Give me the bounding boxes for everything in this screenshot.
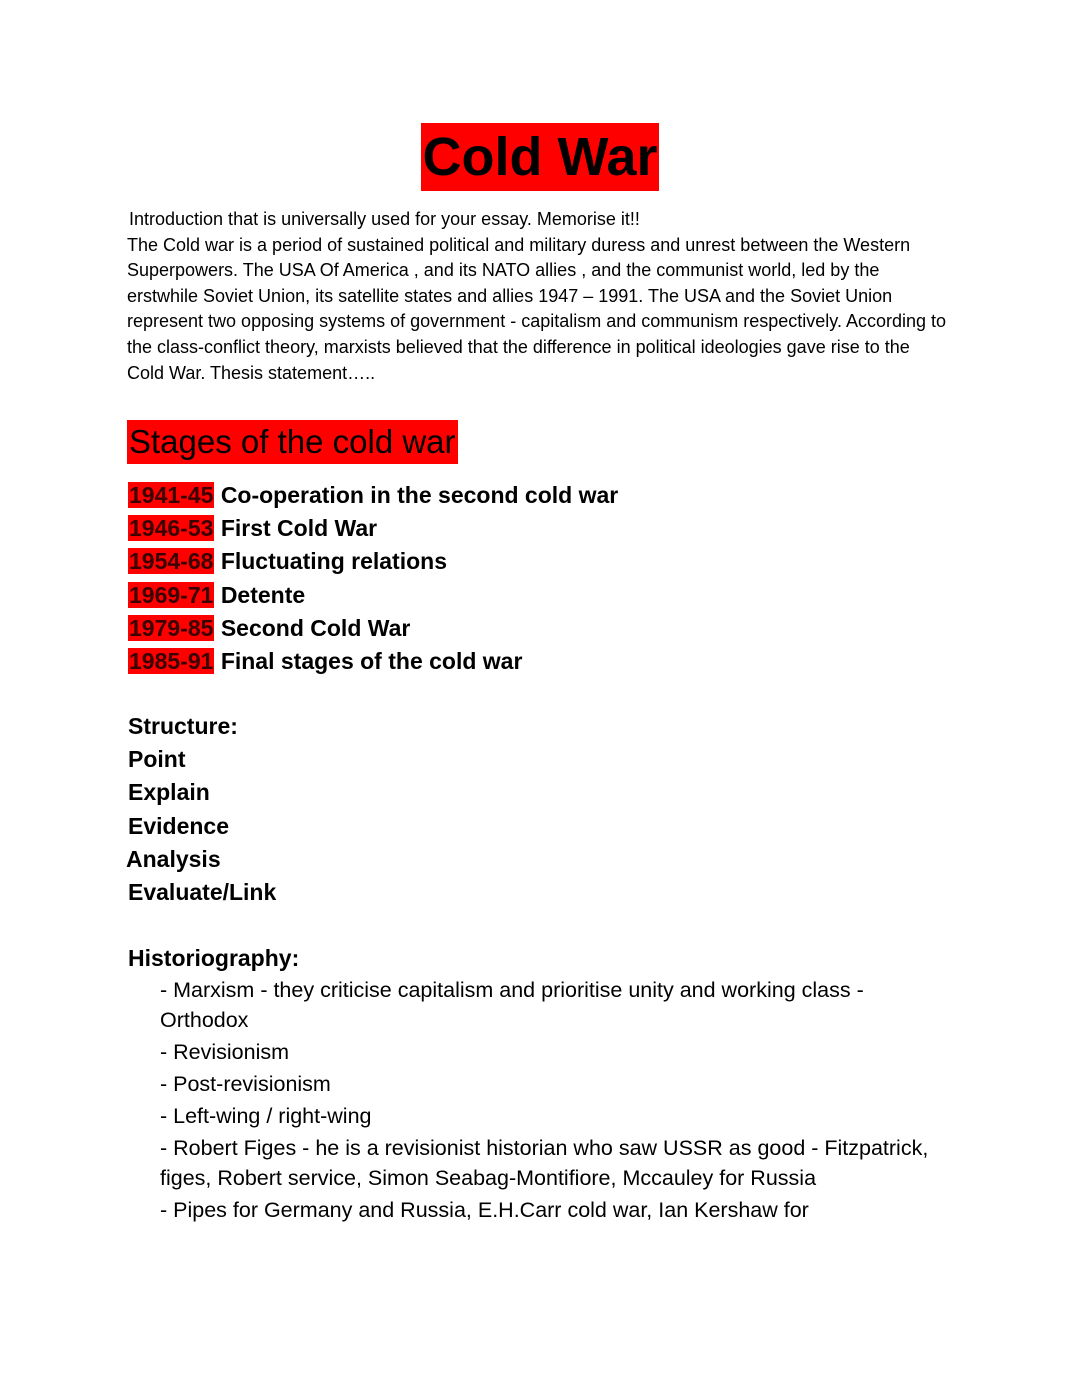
stage-years: 1954-68 xyxy=(129,548,214,575)
stage-item xyxy=(128,512,618,545)
stage-years: 1941-45 xyxy=(129,482,214,508)
stage-item xyxy=(128,579,618,612)
stage-item xyxy=(128,479,618,512)
historiography-item: - Robert Figes - he is a revisionist historian who saw USSR as good - Fitzpatrick, figes, Robert service, Simon Seabag-Montifiore, Mccauley for Russia xyxy=(160,1136,929,1191)
historiography-item: - Post-revisionism xyxy=(160,1072,331,1097)
stage-item xyxy=(128,645,618,678)
historiography-list xyxy=(160,975,930,1227)
structure-item: Point xyxy=(128,746,186,773)
structure-heading: Structure: xyxy=(128,713,238,739)
document-title: Cold War xyxy=(421,123,660,191)
historiography-item: - Left-wing / right-wing xyxy=(160,1104,372,1129)
structure-item: Evaluate/Link xyxy=(128,879,277,906)
stage-years: 1946-53 xyxy=(129,515,214,542)
structure-item: Evidence xyxy=(128,812,229,839)
stage-label: Fluctuating relations xyxy=(220,548,447,575)
intro-lead: Introduction that is universally used for your essay. Memorise it!! xyxy=(129,209,640,229)
stage-label: Detente xyxy=(220,581,306,608)
stage-years: 1979-85 xyxy=(129,614,214,641)
stage-label: Second Cold War xyxy=(220,614,411,641)
structure-section xyxy=(128,710,276,909)
stages-heading: Stages of the cold war xyxy=(127,420,458,464)
stage-item xyxy=(128,545,618,578)
stage-label: First Cold War xyxy=(220,515,378,542)
stage-years: 1969-71 xyxy=(129,581,214,608)
historiography-item: - Pipes for Germany and Russia, E.H.Carr cold war, Ian Kershaw for xyxy=(160,1198,809,1223)
stage-years: 1985-91 xyxy=(129,648,214,675)
structure-item: Analysis xyxy=(126,845,221,872)
historiography-item: - Marxism - they criticise capitalism and prioritise unity and working class - Orthodox xyxy=(160,978,864,1033)
stage-label: Final stages of the cold war xyxy=(220,648,523,675)
structure-item: Explain xyxy=(128,779,210,806)
stage-label: Co-operation in the second cold war xyxy=(220,482,619,508)
historiography-item: - Revisionism xyxy=(160,1040,290,1065)
historiography-heading: Historiography: xyxy=(128,945,300,971)
intro-body: The Cold war is a period of sustained political and military duress and unrest between the Western Superpowers. The USA Of America , and its NATO allies , and the communist world, led by the erstwhile Soviet Union, its satellite states and allies 1947 – 1991. The USA and the Soviet Union represent two opposing systems of government - capitalism and communism respectively. According to the class-conflict theory, marxists believed that the difference in political ideologies gave rise to the Cold War. Thesis statement….. xyxy=(127,234,947,383)
title-container xyxy=(0,123,1080,191)
stages-list xyxy=(128,479,618,678)
stage-item xyxy=(128,612,618,645)
intro-section xyxy=(127,207,947,386)
